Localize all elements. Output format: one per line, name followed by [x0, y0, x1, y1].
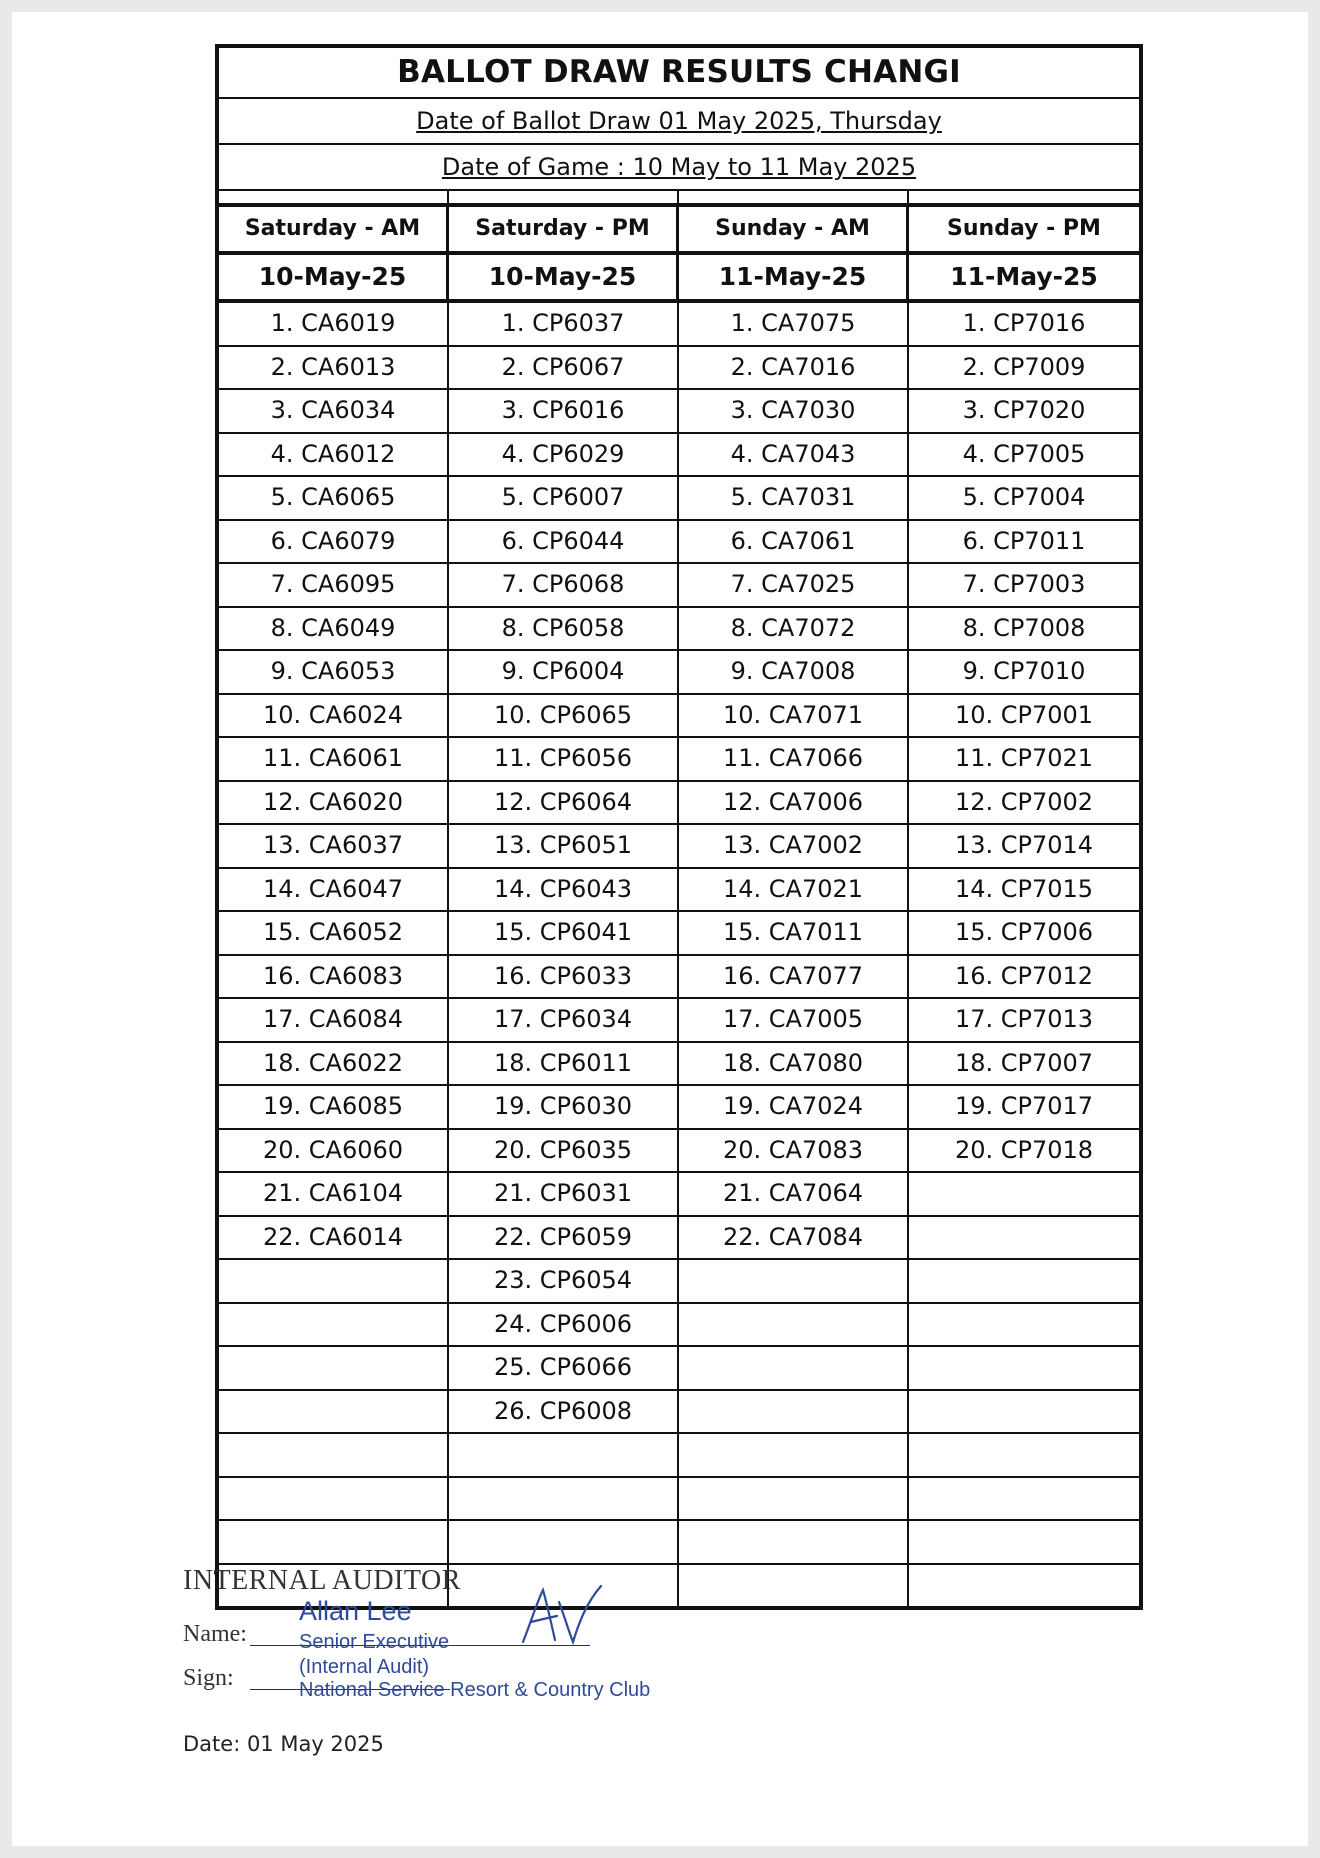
ballot-entry-cell [219, 1521, 449, 1563]
table-row [219, 434, 1139, 478]
ballot-entry-cell [679, 1304, 909, 1346]
ballot-entry-cell: 13. CA6037 [219, 825, 449, 867]
table-row [219, 608, 1139, 652]
ballot-entry-cell [909, 1217, 1139, 1259]
table-row [219, 1217, 1139, 1261]
ballot-entry-cell: 8. CA6049 [219, 608, 449, 650]
ballot-entry-cell: 14. CP7015 [954, 874, 1094, 903]
ballot-entry-cell: 12. CP6064 [449, 782, 679, 824]
ballot-entry-cell: 12. CA6020 [219, 782, 449, 824]
ballot-results-table [215, 44, 1143, 1610]
ballot-entry-cell: 19. CP6030 [449, 1086, 679, 1128]
ballot-entry-cell: 16. CP6033 [449, 956, 679, 998]
ballot-entry-cell: 5. CP7004 [962, 483, 1086, 511]
ballot-entry-cell [679, 1521, 909, 1563]
table-row [219, 521, 1139, 565]
ballot-entry-cell: 2. CP7009 [962, 352, 1086, 381]
table-row [219, 1391, 1139, 1435]
ballot-entry-cell: 2. CA7016 [679, 347, 909, 389]
ballot-entry-cell: 21. CA6104 [219, 1173, 449, 1215]
ballot-entry-cell [219, 1347, 449, 1389]
ballot-entry-cell: 9. CA6053 [219, 651, 449, 693]
session-date: 11-May-25 [679, 255, 909, 299]
ballot-entry-cell: 18. CP7007 [954, 1048, 1094, 1077]
ballot-entry-cell: 19. CA7024 [679, 1086, 909, 1128]
table-row [219, 1130, 1139, 1174]
stamp-title: Senior Executive [299, 1631, 450, 1653]
ballot-entry-cell: 18. CA7080 [679, 1043, 909, 1085]
ballot-entry-cell: 10. CP6065 [449, 695, 679, 737]
ballot-entry-cell: 13. CA7002 [679, 825, 909, 867]
table-row [219, 1304, 1139, 1348]
table-row [219, 912, 1139, 956]
session-date: 10-May-25 [449, 255, 679, 299]
ballot-entry-cell: 26. CP6008 [449, 1391, 679, 1433]
ballot-entry-cell: 23. CP6054 [449, 1260, 679, 1302]
ballot-entry-cell: 7. CA6095 [219, 564, 449, 606]
ballot-entry-cell: 8. CP7008 [962, 613, 1086, 642]
ballot-draw-date [219, 99, 1139, 145]
ballot-entry-cell: 22. CA6014 [219, 1217, 449, 1259]
table-row [219, 564, 1139, 608]
ballot-entry-cell: 2. CP6067 [449, 347, 679, 389]
document-page [12, 12, 1308, 1846]
spacer-cell [449, 191, 679, 203]
internal-auditor-block [183, 1565, 461, 1597]
ballot-entry-cell [909, 1565, 1139, 1607]
ballot-entry-cell: 15. CA6052 [219, 912, 449, 954]
ballot-entry-cell: 19. CP7017 [954, 1092, 1094, 1120]
ballot-entry-cell: 1. CA7075 [679, 303, 909, 345]
ballot-entry-cell: 11. CA6061 [219, 738, 449, 780]
session-date: 11-May-25 [950, 262, 1098, 291]
ballot-entry-cell: 17. CA6084 [219, 999, 449, 1041]
ballot-entry-cell [679, 1434, 909, 1476]
table-row [219, 303, 1139, 347]
ballot-entry-cell: 4. CP6029 [449, 434, 679, 476]
ballot-entry-cell: 11. CP6056 [449, 738, 679, 780]
ballot-entry-cell: 17. CP7013 [954, 1005, 1094, 1033]
ballot-entry-cell: 15. CA7011 [679, 912, 909, 954]
ballot-entry-cell [909, 1173, 1139, 1215]
table-row [219, 738, 1139, 782]
ballot-entry-cell [679, 1391, 909, 1433]
document-date: Date: 01 May 2025 [183, 1732, 384, 1756]
table-row [219, 1086, 1139, 1130]
table-row [219, 1347, 1139, 1391]
ballot-entry-cell [219, 1260, 449, 1302]
ballot-entry-cell: 3. CA6034 [219, 390, 449, 432]
ballot-entry-cell: 4. CA6012 [219, 434, 449, 476]
table-row [219, 825, 1139, 869]
ballot-entry-cell: 11. CP7021 [954, 744, 1094, 772]
ballot-entry-cell [909, 1434, 1139, 1476]
ballot-entry-cell: 7. CA7025 [679, 564, 909, 606]
ballot-entry-cell: 20. CA6060 [219, 1130, 449, 1172]
ballot-entry-cell: 5. CP6007 [449, 477, 679, 519]
ballot-entry-cell: 2. CA6013 [219, 347, 449, 389]
ballot-entry-cell: 14. CA6047 [219, 869, 449, 911]
stamp-organization: National Service Resort & Country Club [299, 1679, 651, 1701]
ballot-entry-cell: 7. CP6068 [449, 564, 679, 606]
ballot-entry-cell [909, 1521, 1139, 1563]
ballot-entry-cell [449, 1434, 679, 1476]
table-row [219, 999, 1139, 1043]
ballot-entry-cell: 22. CP6059 [449, 1217, 679, 1259]
ballot-entry-cell: 9. CA7008 [679, 651, 909, 693]
ballot-entry-cell [909, 1347, 1139, 1389]
ballot-entry-cell: 14. CP6043 [449, 869, 679, 911]
ballot-entry-cell: 17. CA7005 [679, 999, 909, 1041]
ballot-entry-cell: 3. CP6016 [449, 390, 679, 432]
ballot-draw-date-text: Date of Ballot Draw 01 May 2025, Thursday [416, 107, 942, 135]
ballot-entry-cell [449, 1521, 679, 1563]
ballot-entry-cell: 5. CA6065 [219, 477, 449, 519]
ballot-entry-cell: 12. CA7006 [679, 782, 909, 824]
stamp-department: (Internal Audit) [299, 1656, 430, 1678]
table-row [219, 651, 1139, 695]
ballot-entry-cell [909, 1304, 1139, 1346]
ballot-entry-cell [219, 1304, 449, 1346]
ballot-entry-cell: 10. CP7001 [954, 700, 1094, 729]
ballot-entry-cell: 16. CA6083 [219, 956, 449, 998]
spacer-cell [909, 191, 1139, 203]
ballot-entry-cell: 12. CP7002 [954, 787, 1094, 816]
ballot-entry-cell: 21. CP6031 [449, 1173, 679, 1215]
spacer-cell [219, 191, 449, 203]
ballot-entry-cell [679, 1260, 909, 1302]
ballot-entry-cell: 6. CA7061 [679, 521, 909, 563]
session-header: Sunday - PM [947, 216, 1101, 241]
signature [517, 1582, 607, 1648]
table-row [219, 1478, 1139, 1522]
ballot-entry-cell: 6. CP6044 [449, 521, 679, 563]
session-header: Sunday - AM [679, 207, 909, 251]
ballot-entry-cell [449, 1478, 679, 1520]
table-row [219, 477, 1139, 521]
ballot-entry-cell [219, 1478, 449, 1520]
game-date [219, 145, 1139, 189]
table-row [219, 1043, 1139, 1087]
ballot-entry-cell: 16. CA7077 [679, 956, 909, 998]
table-row [219, 782, 1139, 826]
ballot-entry-cell: 9. CP6004 [449, 651, 679, 693]
ballot-entry-cell [909, 1478, 1139, 1520]
ballot-entry-cell: 13. CP7014 [954, 831, 1094, 859]
table-row [219, 347, 1139, 391]
ballot-entry-cell: 18. CP6011 [449, 1043, 679, 1085]
ballot-entry-cell: 16. CP7012 [954, 961, 1094, 990]
ballot-entry-cell: 19. CA6085 [219, 1086, 449, 1128]
ballot-entry-cell [679, 1478, 909, 1520]
ballot-entry-cell: 20. CP6035 [449, 1130, 679, 1172]
ballot-entry-cell [219, 1434, 449, 1476]
sign-label: Sign: [183, 1665, 234, 1691]
ballot-entry-cell: 5. CA7031 [679, 477, 909, 519]
table-row [219, 390, 1139, 434]
ballot-entry-cell [219, 1391, 449, 1433]
ballot-entry-cell: 15. CP6041 [449, 912, 679, 954]
ballot-entry-cell: 8. CP6058 [449, 608, 679, 650]
stamp-name: Allan Lee [299, 1596, 412, 1626]
table-row [219, 695, 1139, 739]
ballot-entry-cell: 21. CA7064 [679, 1173, 909, 1215]
ballot-entry-cell: 8. CA7072 [679, 608, 909, 650]
ballot-entry-cell: 17. CP6034 [449, 999, 679, 1041]
ballot-entry-cell: 3. CP7020 [962, 396, 1086, 424]
game-date-text: Date of Game : 10 May to 11 May 2025 [441, 153, 917, 181]
ballot-entry-cell: 20. CP7018 [954, 1135, 1094, 1164]
ballot-entry-cell: 18. CA6022 [219, 1043, 449, 1085]
ballot-entry-cell [909, 1391, 1139, 1433]
signature-stroke [523, 1586, 601, 1642]
ballot-entry-cell: 25. CP6066 [449, 1347, 679, 1389]
ballot-entry-cell: 6. CA6079 [219, 521, 449, 563]
ballot-entry-cell: 10. CA7071 [679, 695, 909, 737]
session-date-row [219, 255, 1139, 303]
table-row [219, 869, 1139, 913]
ballot-entry-cell: 20. CA7083 [679, 1130, 909, 1172]
auditor-heading: INTERNAL AUDITOR [183, 1565, 461, 1596]
document-title: BALLOT DRAW RESULTS CHANGI [219, 48, 1139, 99]
ballot-entry-cell: 14. CA7021 [679, 869, 909, 911]
session-header-row [219, 207, 1139, 255]
ballot-entry-cell: 11. CA7066 [679, 738, 909, 780]
table-row [219, 1173, 1139, 1217]
table-row [219, 1434, 1139, 1478]
session-header: Saturday - AM [219, 207, 449, 251]
ballot-entry-cell: 1. CP6037 [449, 303, 679, 345]
ballot-entry-cell: 24. CP6006 [449, 1304, 679, 1346]
ballot-entry-cell: 1. CA6019 [219, 303, 449, 345]
ballot-entry-cell: 9. CP7010 [962, 657, 1086, 685]
ballot-entry-cell [679, 1347, 909, 1389]
ballot-entry-cell [909, 1260, 1139, 1302]
ballot-entry-cell: 15. CP7006 [954, 918, 1094, 946]
table-row [219, 956, 1139, 1000]
session-header: Saturday - PM [449, 207, 679, 251]
ballot-entry-cell: 3. CA7030 [679, 390, 909, 432]
ballot-entry-cell: 10. CA6024 [219, 695, 449, 737]
session-date: 10-May-25 [219, 255, 449, 299]
results-body [219, 303, 1139, 1606]
ballot-entry-cell: 22. CA7084 [679, 1217, 909, 1259]
ballot-entry-cell: 1. CP7016 [962, 309, 1086, 337]
ballot-entry-cell: 7. CP7003 [962, 570, 1086, 598]
ballot-entry-cell: 6. CP7011 [962, 526, 1086, 555]
ballot-entry-cell: 13. CP6051 [449, 825, 679, 867]
ballot-entry-cell [679, 1565, 909, 1607]
ballot-entry-cell: 4. CP7005 [962, 439, 1086, 468]
table-row [219, 1521, 1139, 1565]
header-spacer-row [219, 189, 1139, 207]
table-row [219, 1260, 1139, 1304]
spacer-cell [679, 191, 909, 203]
name-label: Name: [183, 1621, 247, 1647]
ballot-entry-cell: 4. CA7043 [679, 434, 909, 476]
